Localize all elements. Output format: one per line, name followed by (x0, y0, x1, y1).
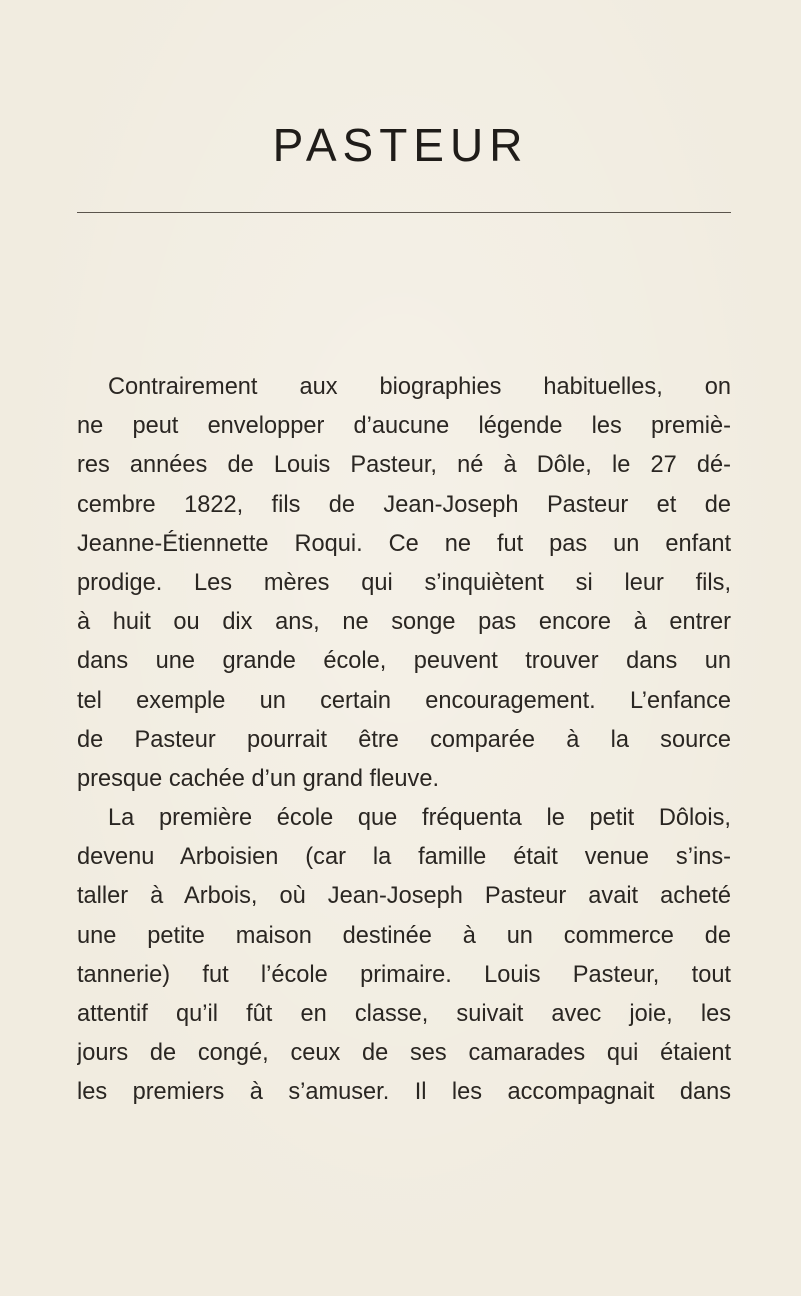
page-title: PASTEUR (272, 119, 529, 171)
text-line: presque cachée d’un grand fleuve. (77, 765, 440, 792)
text-line: attentif qu’il fût en classe, suivait avec joie, les (77, 1001, 731, 1027)
title-divider (77, 212, 731, 213)
text-line: les premiers à s’amuser. Il les accompagnait dans (77, 1079, 731, 1106)
text-line: Contrairement aux biographies habituelles, on (108, 374, 731, 400)
text-line: une petite maison destinée à un commerce de (77, 922, 731, 949)
text-line: tannerie) fut l’école primaire. Louis Pasteur, tout (77, 961, 731, 988)
text-line: devenu Arboisien (car la famille était venue s’ins- (77, 844, 731, 871)
text-line: tel exemple un certain encouragement. L’enfance (77, 687, 731, 714)
text-line: taller à Arbois, où Jean-Joseph Pasteur avait acheté (77, 883, 731, 910)
text-line: ne peut envelopper d’aucune légende les premiè- (77, 413, 731, 440)
text-line: prodige. Les mères qui s’inquiètent si leur fils, (77, 569, 731, 596)
text-line: cembre 1822, fils de Jean-Joseph Pasteur et de (77, 491, 731, 518)
text-line: jours de congé, ceux de ses camarades qui étaient (77, 1040, 731, 1067)
text-line: La première école que fréquenta le petit Dôlois, (108, 805, 731, 832)
text-line: Jeanne-Étiennette Roqui. Ce ne fut pas un enfant (77, 530, 731, 557)
body-text (77, 368, 731, 1113)
text-line: à huit ou dix ans, ne songe pas encore à entrer (77, 609, 731, 636)
text-line: de Pasteur pourrait être comparée à la source (77, 726, 731, 753)
text-line: dans une grande école, peuvent trouver dans un (77, 648, 731, 675)
text-line: res années de Louis Pasteur, né à Dôle, le 27 dé- (77, 452, 731, 479)
